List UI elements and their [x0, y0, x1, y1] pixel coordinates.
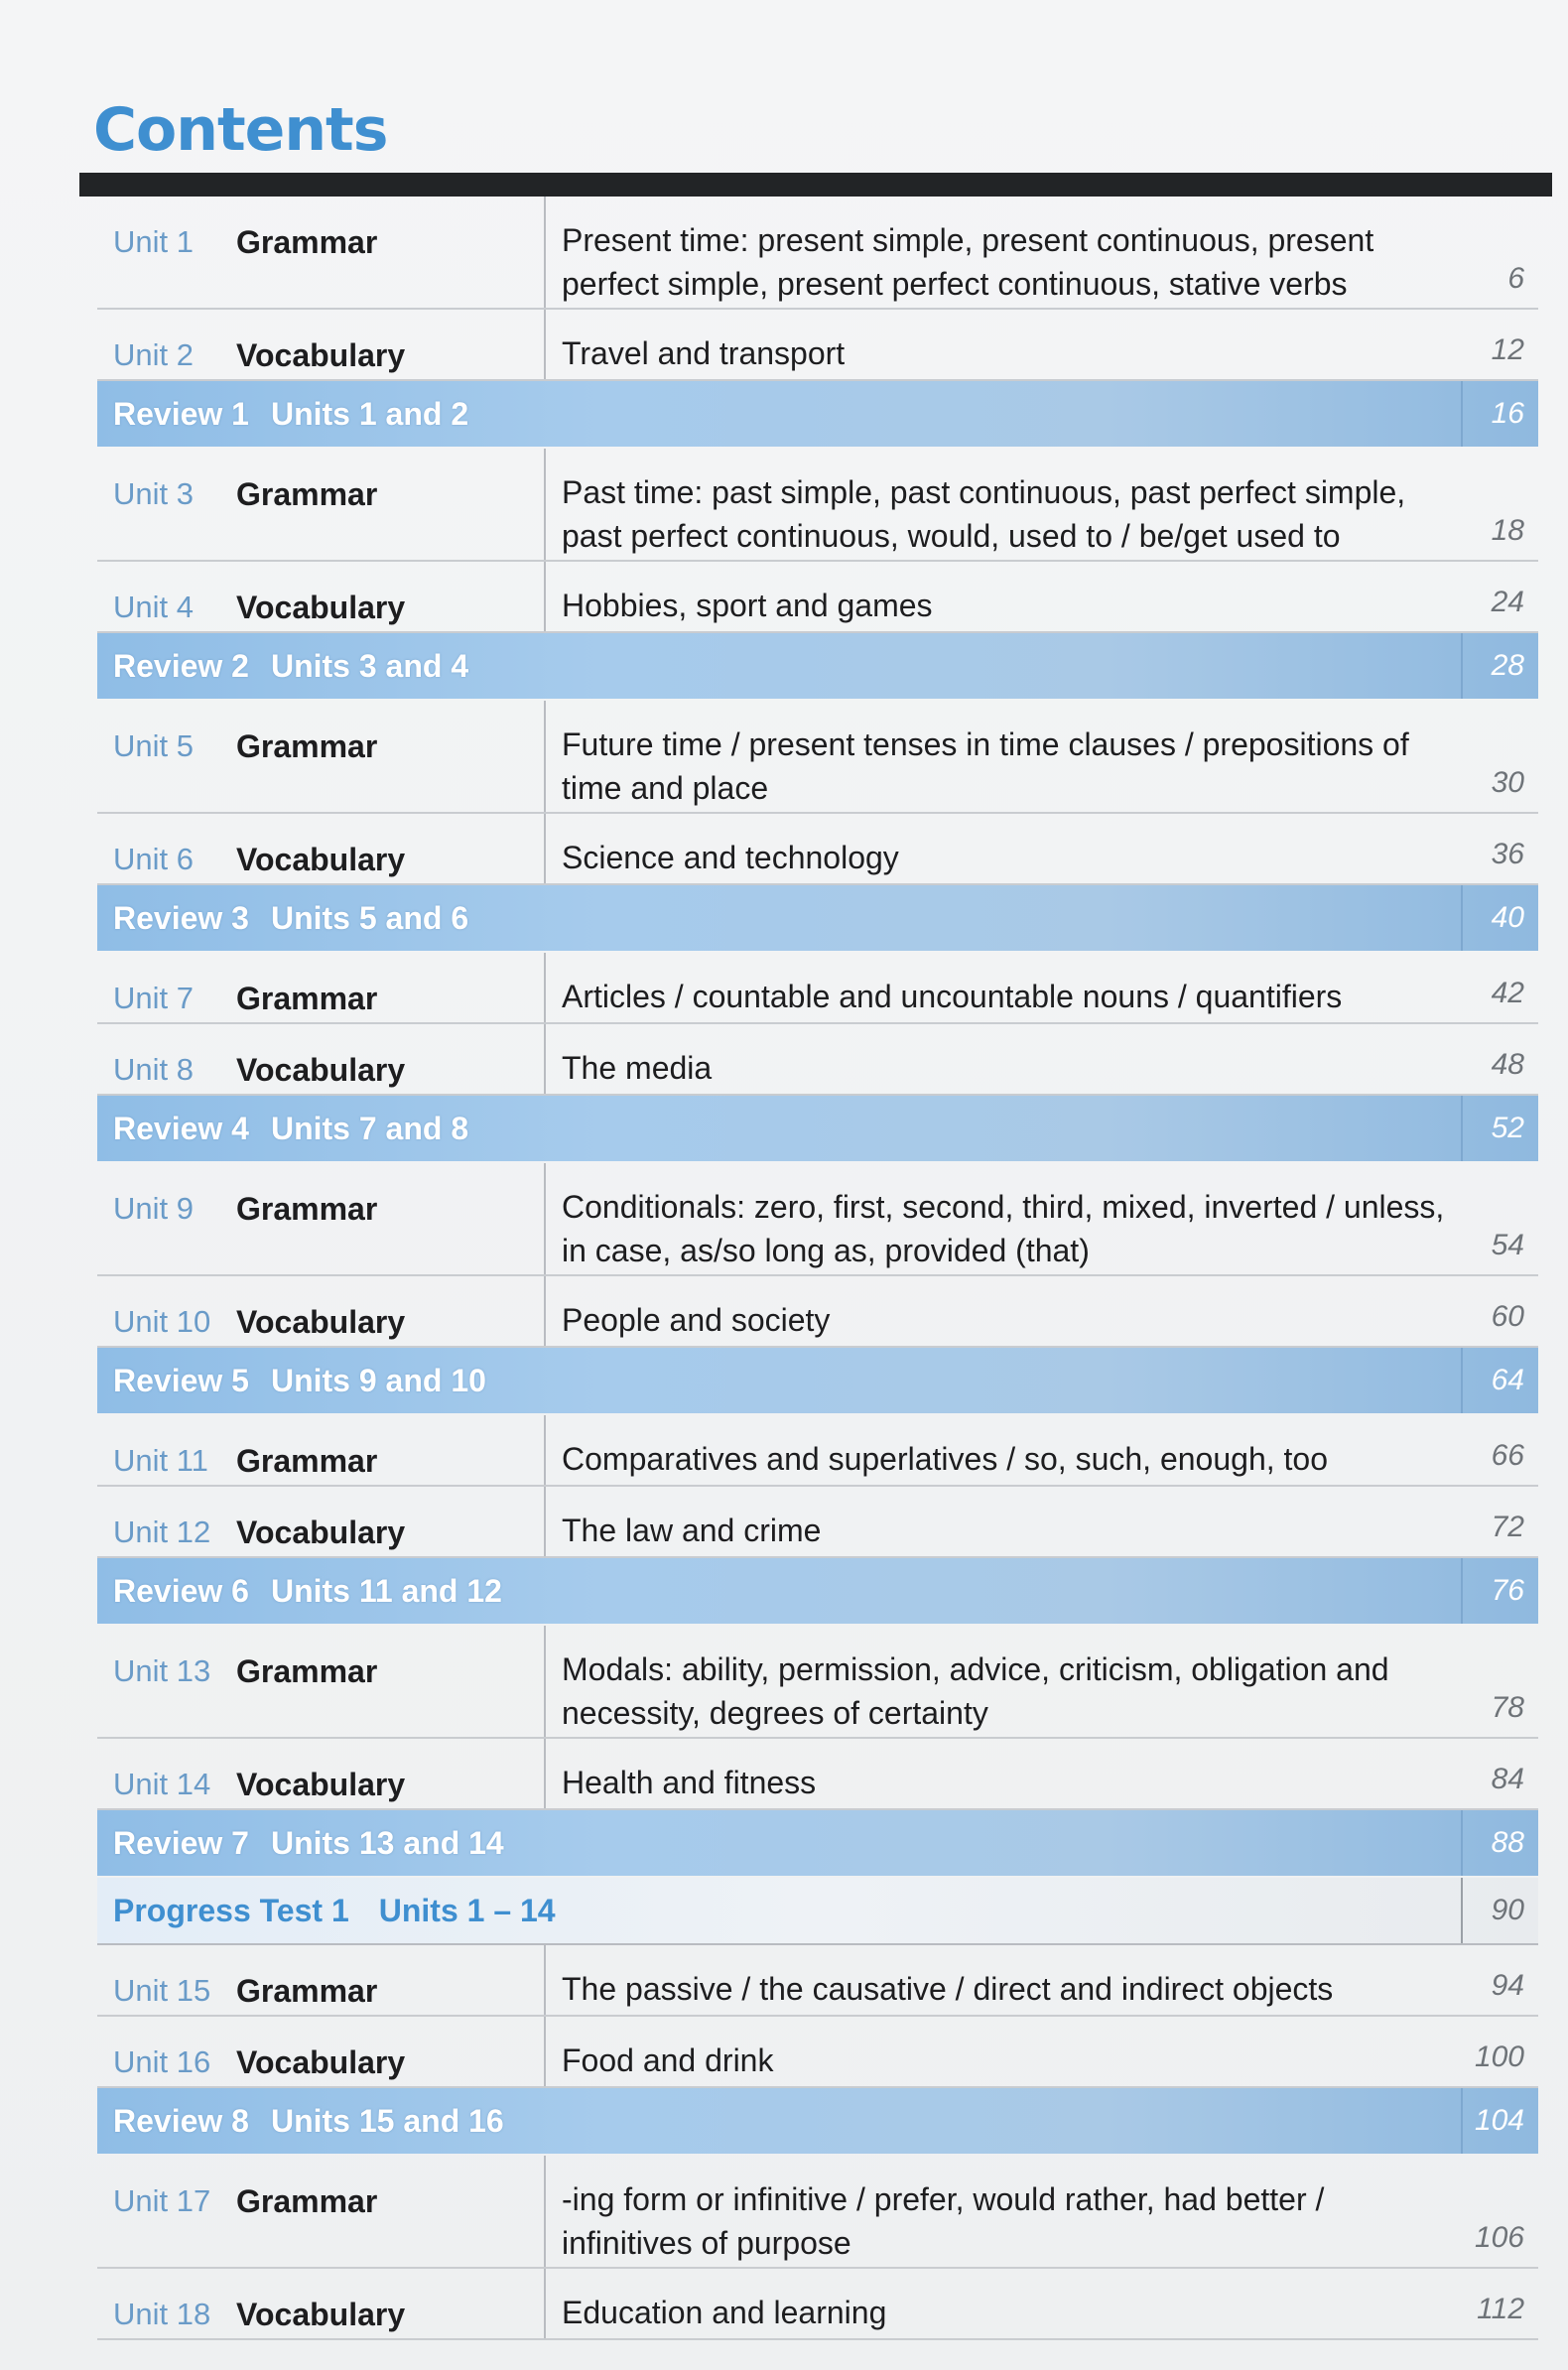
page-number: 6 [1507, 262, 1524, 295]
review-label [97, 1096, 490, 1161]
unit-type: Vocabulary [236, 1514, 406, 1550]
toc-row-unit-7[interactable] [97, 953, 1538, 1024]
toc-row-unit-12[interactable] [97, 1487, 1538, 1558]
review-units: Units 1 and 2 [270, 395, 469, 432]
page-number: 36 [1491, 838, 1524, 870]
unit-topic: The law and crime [544, 1487, 1469, 1556]
unit-type: Vocabulary [236, 337, 406, 373]
review-units: Units 9 and 10 [270, 1362, 486, 1398]
unit-label: Unit 4 [113, 590, 194, 624]
unit-type: Vocabulary [236, 842, 406, 877]
toc-row-unit-8[interactable] [97, 1024, 1538, 1096]
review-units: Units 11 and 12 [270, 1572, 502, 1609]
page-number: 64 [1461, 1348, 1538, 1413]
unit-topic: The media [544, 1024, 1469, 1094]
unit-type: Grammar [236, 2183, 378, 2219]
unit-type: Vocabulary [236, 1052, 406, 1088]
page-number: 52 [1461, 1096, 1538, 1161]
unit-topic: Hobbies, sport and games [544, 562, 1469, 631]
review-label [97, 381, 490, 447]
progress-title: Progress Test 1 [113, 1892, 349, 1928]
page-number: 28 [1461, 633, 1538, 699]
unit-type: Grammar [236, 1973, 378, 2009]
toc-row-review-8[interactable] [97, 2088, 1538, 2154]
toc-row-unit-18[interactable] [97, 2269, 1538, 2340]
page-number: 106 [1474, 2221, 1524, 2254]
unit-type: Vocabulary [236, 2297, 406, 2332]
page-number: 42 [1491, 977, 1524, 1009]
unit-topic: Present time: present simple, present continuous, present perfect simple, present perfect continuous, stative verbs [544, 197, 1469, 308]
unit-type: Vocabulary [236, 590, 406, 625]
page-number: 112 [1477, 2293, 1524, 2325]
toc-row-review-5[interactable] [97, 1348, 1538, 1413]
toc-row-unit-9[interactable] [97, 1163, 1538, 1276]
review-units: Units 13 and 14 [270, 1824, 504, 1861]
page-number: 54 [1491, 1229, 1524, 1261]
unit-label: Unit 13 [113, 1653, 211, 1688]
toc-row-unit-16[interactable] [97, 2017, 1538, 2088]
review-label [97, 2088, 526, 2154]
page-number: 78 [1491, 1691, 1524, 1724]
unit-topic: Science and technology [544, 814, 1469, 883]
unit-topic: -ing form or infinitive / prefer, would rather, had better / infinitives of purpose [544, 2156, 1469, 2267]
unit-type: Grammar [236, 476, 378, 512]
page-number: 24 [1491, 586, 1524, 618]
unit-label: Unit 2 [113, 337, 194, 372]
unit-label: Unit 9 [113, 1191, 194, 1226]
page-number: 18 [1491, 514, 1524, 547]
page-number: 94 [1491, 1969, 1524, 2002]
review-title: Review 2 [113, 647, 249, 684]
toc-row-review-6[interactable] [97, 1558, 1538, 1624]
toc-row-unit-17[interactable] [97, 2156, 1538, 2269]
toc-row-unit-3[interactable] [97, 449, 1538, 562]
title-rule [79, 173, 1552, 197]
review-label [97, 1558, 524, 1624]
page-number: 104 [1461, 2088, 1538, 2154]
page-number: 84 [1491, 1763, 1524, 1795]
unit-label: Unit 11 [113, 1443, 208, 1478]
review-units: Units 7 and 8 [270, 1110, 469, 1146]
page-number: 66 [1491, 1439, 1524, 1472]
unit-topic: Past time: past simple, past continuous, past perfect simple, past perfect continuous, would, used to / be/get used to [544, 449, 1469, 560]
review-label [97, 633, 490, 699]
page-number: 72 [1491, 1511, 1524, 1543]
review-title: Review 7 [113, 1824, 249, 1861]
unit-type: Vocabulary [236, 1304, 406, 1340]
review-title: Review 3 [113, 899, 249, 936]
unit-type: Grammar [236, 1191, 378, 1227]
unit-topic: Modals: ability, permission, advice, criticism, obligation and necessity, degrees of certainty [544, 1626, 1469, 1737]
review-title: Review 8 [113, 2102, 249, 2139]
review-units: Units 3 and 4 [270, 647, 469, 684]
page-number: 88 [1461, 1810, 1538, 1876]
unit-topic: Articles / countable and uncountable nouns / quantifiers [544, 953, 1469, 1022]
unit-topic: Education and learning [544, 2269, 1469, 2338]
unit-topic: Food and drink [544, 2017, 1469, 2086]
toc-table [97, 197, 1538, 2340]
progress-units: Units 1 – 14 [378, 1892, 556, 1928]
unit-topic: The passive / the causative / direct and indirect objects [544, 1945, 1469, 2015]
toc-row-review-1[interactable] [97, 381, 1538, 447]
page-number: 90 [1461, 1878, 1538, 1943]
toc-row-unit-2[interactable] [97, 310, 1538, 381]
unit-type: Grammar [236, 981, 378, 1016]
toc-row-unit-10[interactable] [97, 1276, 1538, 1348]
page-number: 30 [1491, 766, 1524, 799]
toc-row-review-7[interactable] [97, 1810, 1538, 1876]
unit-label: Unit 12 [113, 1514, 211, 1549]
page-title: Contents [93, 95, 388, 165]
review-label [97, 885, 490, 951]
unit-label: Unit 6 [113, 842, 194, 876]
page-number: 12 [1491, 333, 1524, 366]
unit-label: Unit 15 [113, 1973, 211, 2008]
review-units: Units 15 and 16 [270, 2102, 504, 2139]
unit-label: Unit 5 [113, 728, 194, 763]
unit-type: Grammar [236, 1443, 378, 1479]
page-number: 16 [1461, 381, 1538, 447]
page-number: 100 [1474, 2041, 1524, 2073]
review-label [97, 1810, 526, 1876]
review-title: Review 6 [113, 1572, 249, 1609]
unit-topic: People and society [544, 1276, 1469, 1346]
review-title: Review 5 [113, 1362, 249, 1398]
unit-type: Vocabulary [236, 2044, 406, 2080]
unit-label: Unit 7 [113, 981, 194, 1015]
toc-row-review-4[interactable] [97, 1096, 1538, 1161]
unit-type: Grammar [236, 224, 378, 260]
unit-topic: Health and fitness [544, 1739, 1469, 1808]
toc-row-review-2[interactable] [97, 633, 1538, 699]
unit-topic: Future time / present tenses in time clauses / prepositions of time and place [544, 701, 1469, 812]
toc-row-unit-15[interactable] [97, 1945, 1538, 2017]
toc-row-unit-5[interactable] [97, 701, 1538, 814]
toc-row-progress-test-1[interactable] [97, 1878, 1538, 1945]
page-number: 76 [1461, 1558, 1538, 1624]
unit-topic: Conditionals: zero, first, second, third, mixed, inverted / unless, in case, as/so long as, provided (that) [544, 1163, 1469, 1274]
review-title: Review 1 [113, 395, 249, 432]
toc-row-unit-13[interactable] [97, 1626, 1538, 1739]
unit-label: Unit 3 [113, 476, 194, 511]
unit-topic: Travel and transport [544, 310, 1469, 379]
unit-label: Unit 18 [113, 2297, 211, 2331]
unit-topic: Comparatives and superlatives / so, such, enough, too [544, 1415, 1469, 1485]
page-number: 48 [1491, 1048, 1524, 1081]
page-number: 60 [1491, 1300, 1524, 1333]
progress-label [97, 1878, 586, 1943]
unit-type: Grammar [236, 1653, 378, 1689]
toc-row-unit-14[interactable] [97, 1739, 1538, 1810]
unit-label: Unit 10 [113, 1304, 211, 1339]
toc-row-unit-6[interactable] [97, 814, 1538, 885]
review-units: Units 5 and 6 [270, 899, 469, 936]
review-label [97, 1348, 508, 1413]
unit-label: Unit 1 [113, 224, 194, 259]
toc-row-review-3[interactable] [97, 885, 1538, 951]
unit-type: Vocabulary [236, 1767, 406, 1802]
unit-label: Unit 16 [113, 2044, 211, 2079]
review-title: Review 4 [113, 1110, 249, 1146]
page-number: 40 [1461, 885, 1538, 951]
toc-row-unit-1[interactable] [97, 197, 1538, 310]
toc-row-unit-4[interactable] [97, 562, 1538, 633]
unit-label: Unit 14 [113, 1767, 211, 1801]
toc-row-unit-11[interactable] [97, 1415, 1538, 1487]
unit-type: Grammar [236, 728, 378, 764]
unit-label: Unit 17 [113, 2183, 211, 2218]
unit-label: Unit 8 [113, 1052, 194, 1087]
